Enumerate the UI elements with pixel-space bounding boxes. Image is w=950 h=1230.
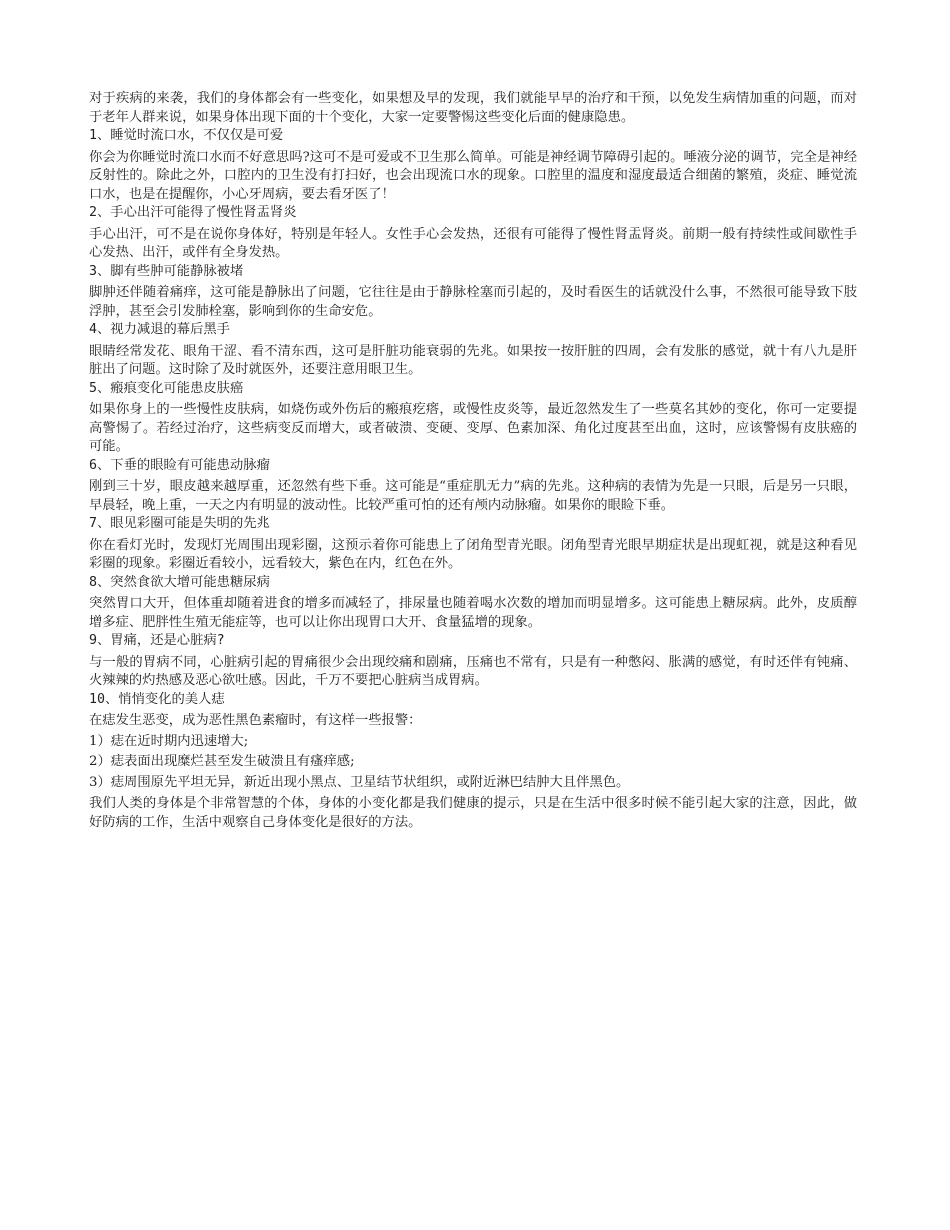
document-body: [89, 90, 857, 832]
list-item: 2）痣表面出现糜烂甚至发生破溃且有瘙痒感;: [89, 754, 355, 769]
section-body-8: 突然胃口大开，但体重却随着进食的增多而减轻了，排尿量也随着喝水次数的增加而明显增多。这可能患上糖尿病。此外，皮质醇增多症、肥胖性生殖无能症等，也可以让你出现胃口大开、食量猛增的现象。: [89, 596, 857, 630]
section-heading-7: 7、眼见彩圈可能是失明的先兆: [89, 516, 270, 531]
section-body-7: 你在看灯光时，发现灯光周围出现彩圈，这预示着你可能患上了闭角型青光眼。闭角型青光眼早期症状是出现虹视，就是这种看见彩圈的现象。彩圈近看较小，远看较大，紫色在内，红色在外。: [89, 537, 857, 571]
section-heading-10: 10、悄悄变化的美人痣: [89, 691, 225, 707]
section-heading-6: 6、下垂的眼睑有可能患动脉瘤: [89, 457, 270, 473]
list-item: 3）痣周围原先平坦无异，新近出现小黑点、卫星结节状组织，或附近淋巴结肿大且伴黑色。: [89, 774, 630, 790]
section-heading-5: 5、瘢痕变化可能患皮肤癌: [89, 380, 244, 396]
section-body-4: 眼睛经常发花、眼角干涩、看不清东西，这可是肝脏功能衰弱的先兆。如果按一按肝脏的四周，会有发胀的感觉，就十有八九是肝脏出了问题。这时除了及时就医外，还要注意用眼卫生。: [89, 343, 857, 377]
section-heading-9: 9、胃痛，还是心脏病?: [89, 633, 225, 648]
section-heading-3: 3、脚有些肿可能静脉被堵: [89, 263, 244, 279]
intro-paragraph: 对于疾病的来袭，我们的身体都会有一些变化，如果想及早的发现，我们就能早早的治疗和干预，以免发生病情加重的问题，而对于老年人群来说，如果身体出现下面的十个变化，大家一定要警惕这些变化后面的健康隐患。: [89, 91, 857, 125]
section-heading-2: 2、手心出汗可能得了慢性肾盂肾炎: [89, 205, 297, 220]
section-body-2: 手心出汗，可不是在说你身体好，特别是年轻人。女性手心会发热，还很有可能得了慢性肾盂肾炎。前期一般有持续性或间歇性手心发热、出汗，或伴有全身发热。: [89, 226, 857, 260]
section-heading-4: 4、视力减退的幕后黑手: [89, 322, 230, 337]
section-heading-1: 1、睡觉时流口水，不仅仅是可爱: [89, 128, 284, 143]
list-item: 1）痣在近时期内迅速增大;: [89, 733, 249, 749]
conclusion-paragraph: 我们人类的身体是个非常智慧的个体，身体的小变化都是我们健康的提示，只是在生活中很多时候不能引起大家的注意，因此，做好防病的工作，生活中观察自己身体变化是很好的方法。: [89, 796, 857, 830]
section-body-9: 与一般的胃病不同，心脏病引起的胃痛很少会出现绞痛和剧痛，压痛也不常有，只是有一种憋闷、胀满的感觉，有时还伴有钝痛、火辣辣的灼热感及恶心欲吐感。因此，千万不要把心脏病当成胃病。: [89, 654, 857, 688]
section-body-1: 你会为你睡觉时流口水而不好意思吗?这可不是可爱或不卫生那么简单。可能是神经调节障碍引起的。唾液分泌的调节，完全是神经反射性的。除此之外，口腔内的卫生没有打扫好，也会出现流口水的现象。口腔里的温度和湿度最适合细菌的繁殖，炎症、睡觉流口水，也是在提醒你，小心牙周病，要去看牙医了！: [89, 149, 857, 202]
section-body-5: 如果你身上的一些慢性皮肤病，如烧伤或外伤后的瘢痕疙瘩，或慢性皮炎等，最近忽然发生了一些莫名其妙的变化，你可一定要提高警惕了。若经过治疗，这些病变反而增大，或者破溃、变硬、变厚、色素加深、角化过度甚至出血，这时，应该警惕有皮肤癌的可能。: [89, 402, 857, 454]
section-heading-8: 8、突然食欲大增可能患糖尿病: [89, 574, 270, 590]
section-body-10-lead: 在痣发生恶变，成为恶性黑色素瘤时，有这样一些报警：: [89, 713, 422, 728]
section-body-6: 刚到三十岁，眼皮越来越厚重，还忽然有些下垂。这可能是“重症肌无力”病的先兆。这种病的表情为先是一只眼，后是另一只眼，早晨轻，晚上重，一天之内有明显的波动性。比较严重可怕的还有颅内动脉瘤。如果你的眼睑下垂。: [89, 479, 857, 513]
section-body-3: 脚肿还伴随着痛痒，这可能是静脉出了问题，它往往是由于静脉栓塞而引起的，及时看医生的话就没什么事，不然很可能导致下肢浮肿，甚至会引发肺栓塞，影响到你的生命安危。: [89, 285, 857, 319]
